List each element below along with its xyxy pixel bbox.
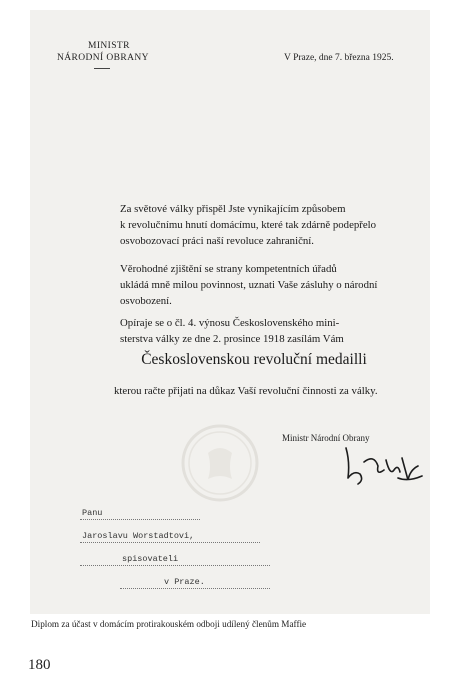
paragraph-1-line: osvobozovací práci naší revoluce zahraniční. xyxy=(120,235,314,248)
addressee-name: Jaroslavu Worstadtovi, xyxy=(82,531,195,541)
paragraph-1-line: k revolučnímu hnutí domácímu, které tak zdárně podepřelo xyxy=(120,219,377,232)
date-line: V Praze, dne 7. března 1925. xyxy=(284,53,394,63)
addressee-line1: Panu xyxy=(82,508,103,518)
addressee-city: v Praze. xyxy=(164,577,205,587)
paragraph-2-line: osvobození. xyxy=(120,295,172,308)
page-number: 180 xyxy=(28,657,51,673)
address-underline xyxy=(80,519,200,520)
signatory-title: Ministr Národní Obrany xyxy=(282,433,370,443)
scanned-document xyxy=(30,10,430,614)
paragraph-3 xyxy=(120,315,388,347)
paragraph-3-line: Opíraje se o čl. 4. výnosu Československého mini- xyxy=(120,317,340,329)
header-rule xyxy=(94,68,110,69)
paragraph-2-line: ukládá mně milou povinnost, uznati Vaše zásluhy o národní xyxy=(120,279,378,292)
medal-name: Československou revoluční medailli xyxy=(141,351,367,368)
paragraph-1-line: Za světové války přispěl Jste vynikajícím způsobem xyxy=(120,203,346,215)
paragraph-1 xyxy=(120,201,388,250)
paragraph-2 xyxy=(120,261,388,310)
paragraph-3-line: sterstva války ze dne 2. prosince 1918 zasílám Vám xyxy=(120,333,344,346)
embossed-seal xyxy=(180,423,260,503)
ministry-title-line1: MINISTR xyxy=(88,41,130,51)
paragraph-4: kterou račte přijati na důkaz Vaší revoluční činnosti za války. xyxy=(114,385,378,397)
address-underline xyxy=(120,588,270,589)
address-underline xyxy=(80,565,270,566)
ministry-title-line2: NÁRODNÍ OBRANY xyxy=(57,53,149,63)
figure-caption: Diplom za účast v domácím protirakouském odboji udílený členům Maffie xyxy=(31,619,307,629)
handwritten-signature xyxy=(338,440,428,490)
paragraph-2-line: Věrohodné zjištění se strany kompetentních úřadů xyxy=(120,263,337,275)
address-underline xyxy=(80,542,260,543)
addressee-occupation: spisovateli xyxy=(122,554,179,564)
